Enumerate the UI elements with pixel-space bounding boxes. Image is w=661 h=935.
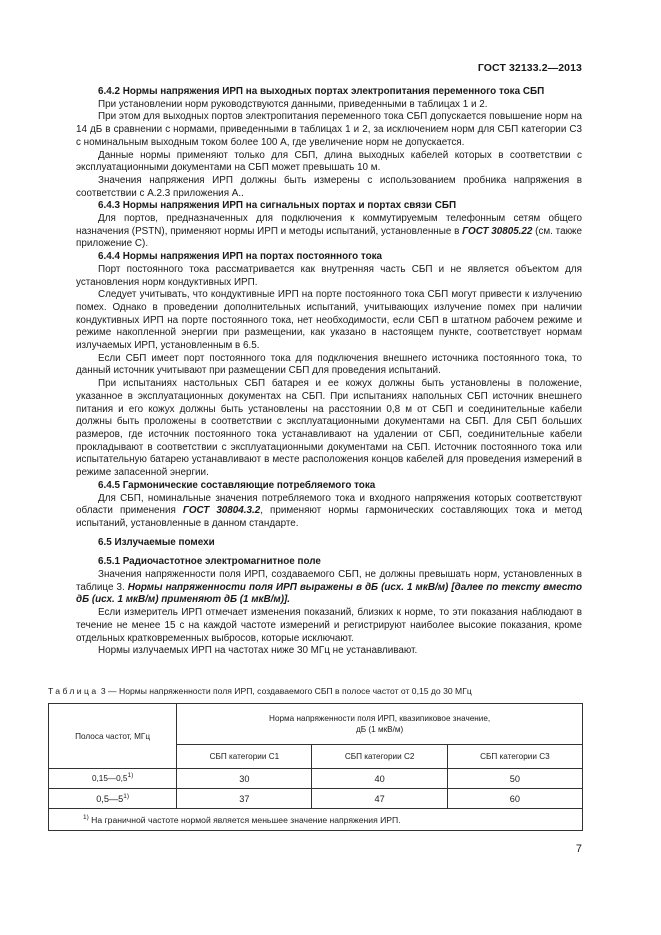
paragraph: Если СБП имеет порт постоянного тока для подключения внешнего источника постоянного тока, то данный источник учитывают при размещении СБП для проведения испытаний. <box>76 352 582 377</box>
value-cell-c3: 50 <box>447 769 582 789</box>
header-norm <box>177 704 583 745</box>
footnote-mark: 1) <box>83 813 89 821</box>
header-norm-unit: дБ (1 мкВ/м) <box>355 725 404 734</box>
heading-6-5-1: 6.5.1 Радиочастотное электромагнитное поле <box>98 556 321 568</box>
page-number: 7 <box>575 843 582 855</box>
header-category-c2: СБП категории С2 <box>312 745 447 769</box>
band-value: 0,15—0,5 <box>91 774 128 783</box>
value-cell-c2: 47 <box>312 789 447 809</box>
limits-table <box>48 703 583 831</box>
text-run: Для СБП, номинальные значения потребляемого тока и входного напряжения которых соответствуют области применения <box>76 492 582 517</box>
table-row <box>49 769 583 789</box>
paragraph: При испытаниях настольных СБП батарея и ее кожух должны быть установлены в положение, указанное в эксплуатационных документах на СБП. При испытаниях напольных СБП источник внешнего питания и его кожух должны быть установлены на расстоянии 0,8 м от СБП и соединительные кабели должны быть проложены в соответствии с эксплуатационными документами на СБП. Для СБП больших размеров, где источник постоянного тока устанавливают на удалении от СБП, соединительные кабели прокладывают в соответствии с эксплуатационными документами на СБП. Источник постоянного тока или испытательную батарею устанавливают в месте расположения концов кабелей для проведения измерений в режиме запасенной энергии. <box>76 378 582 479</box>
paragraph: Данные нормы применяют только для СБП, длина выходных кабелей которых в соответствии с эксплуатационными документами на СБП может превышать 10 м. <box>76 149 582 174</box>
value-cell-c2: 40 <box>312 769 447 789</box>
footnote-mark: 1) <box>127 772 134 779</box>
paragraph: Нормы излучаемых ИРП на частотах ниже 30 МГц не устанавливают. <box>98 645 418 657</box>
document-body <box>76 86 582 658</box>
paragraph: Порт постоянного тока рассматривается как внутренняя часть СБП и не является объектом для установления норм кондуктивных ИРП. <box>76 263 582 288</box>
paragraph <box>76 493 582 531</box>
text-run: Значения напряженности поля ИРП, создаваемого СБП, не должны превышать норм, установленных в таблице 3. <box>76 569 582 593</box>
emphasis-text: Нормы напряженности поля ИРП выражены в дБ (исх. 1 мкВ/м) [далее по тексту вместо дБ (исх. 1 мкВ/м) применяют дБ (1 мкВ/м)]. <box>76 581 582 606</box>
caption-text: 3 — Нормы напряженности поля ИРП, создаваемого СБП в полосе частот от 0,15 до 30 МГц <box>98 686 472 696</box>
heading-6-4-2: 6.4.2 Нормы напряжения ИРП на выходных портах электропитания переменного тока СБП <box>98 86 545 97</box>
paragraph: При установлении норм руководствуются данными, приведенными в таблицах 1 и 2. <box>98 98 488 110</box>
heading-6-4-5: 6.4.5 Гармонические составляющие потребляемого тока <box>98 479 376 491</box>
standard-header: ГОСТ 32133.2—2013 <box>477 62 582 74</box>
footnote-mark: 1) <box>123 792 130 800</box>
header-band: Полоса частот, МГц <box>49 704 177 769</box>
header-norm-line: Норма напряженности поля ИРП, квазипиковое значение, <box>269 714 491 723</box>
heading-6-4-4: 6.4.4 Нормы напряжения ИРП на портах постоянного тока <box>98 251 383 263</box>
text-run: (см. также приложение С). <box>76 225 582 250</box>
caption-label: Таблица <box>48 686 99 696</box>
paragraph: При этом для выходных портов электропитания переменного тока СБП допускается повышение норм на 14 дБ в сравнении с нормами, приведенными в таблицах 1 и 2, за исключением норм для СБП категории С3 с номинальным выходным током более 100 А, где увеличение норм не допускается. <box>76 111 582 148</box>
standard-reference: ГОСТ 30804.3.2 <box>182 505 261 517</box>
standard-reference: ГОСТ 30805.22 <box>462 225 533 237</box>
header-category-c1: СБП категории С1 <box>177 745 312 769</box>
table-header-row <box>49 704 583 745</box>
header-category-c3: СБП категории С3 <box>447 745 582 769</box>
text-run: Для портов, предназначенных для подключения к коммутируемым телефонным сетям общего назначения (PSTN), применяют нормы ИРП и методы испытаний, установленные в <box>76 213 582 237</box>
table-caption <box>48 686 588 697</box>
footnote-text: На граничной частоте нормой является меньшее значение напряжения ИРП. <box>88 814 401 825</box>
value-cell-c1: 37 <box>177 789 312 809</box>
paragraph <box>76 569 582 607</box>
paragraph <box>76 213 582 251</box>
band-cell <box>49 769 177 789</box>
paragraph: Следует учитывать, что кондуктивные ИРП на порте постоянного тока СБП могут привести к излучению помех. Однако в проведении дополнительных испытаний, учитывающих излучение помех при наличии кондуктивных ИРП на порте постоянного тока, нет необходимости, если СБП в штатном рабочем режиме и режиме накопленной энергии при размещении, как указано в настоящем пункте, соответствует нормам излучаемых ИРП, установленным в 6.5. <box>76 289 582 352</box>
band-value: 0,5—5 <box>96 793 124 804</box>
text-run: , применяют нормы гармонических составляющих тока и метод испытаний, установленные в данном стандарте. <box>76 505 582 529</box>
value-cell-c3: 60 <box>447 789 582 809</box>
heading-6-4-3: 6.4.3 Нормы напряжения ИРП на сигнальных портах и портах связи СБП <box>98 200 457 212</box>
table-footnote <box>49 809 583 831</box>
table-row <box>49 789 583 809</box>
value-cell-c1: 30 <box>177 769 312 789</box>
band-cell <box>49 789 177 809</box>
table-footnote-row <box>49 809 583 831</box>
paragraph: Значения напряжения ИРП должны быть измерены с использованием пробника напряжения в соответствии с А.2.3 приложения А.. <box>76 174 582 199</box>
paragraph: Если измеритель ИРП отмечает изменения показаний, близких к норме, то эти показания наблюдают в течение не менее 15 с на каждой частоте измерений и регистрируют наиболее высокие показания, кроме отдельных кратковременных выбросов, которые исключают. <box>76 607 582 644</box>
heading-6-5: 6.5 Излучаемые помехи <box>98 536 215 548</box>
